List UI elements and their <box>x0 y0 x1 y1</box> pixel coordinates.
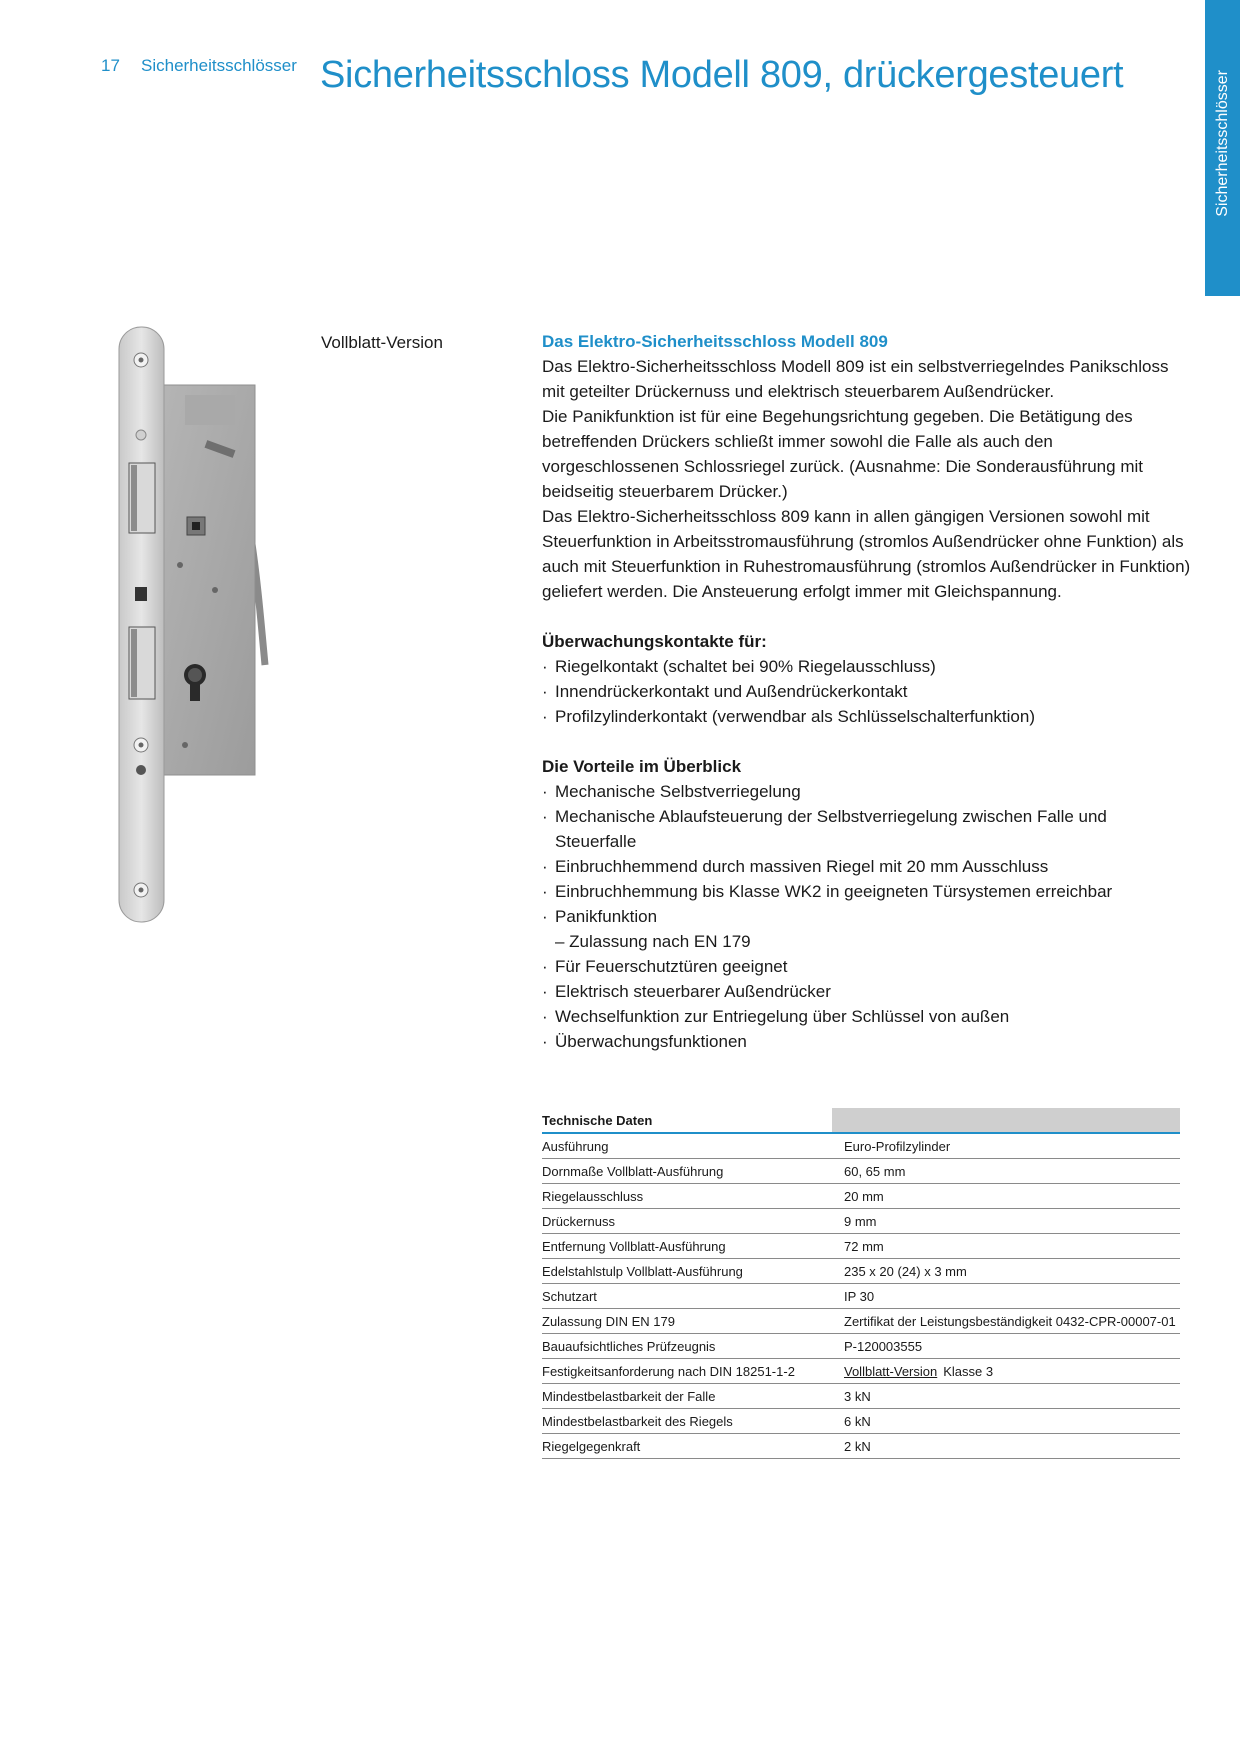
table-header-row <box>542 1108 1180 1133</box>
row-label: Drückernuss <box>542 1209 820 1234</box>
advantages-list <box>542 779 1192 1054</box>
table-row <box>542 1334 1180 1359</box>
row-label: Riegelgegenkraft <box>542 1434 820 1459</box>
table-row <box>542 1184 1180 1209</box>
table-row <box>542 1209 1180 1234</box>
list-item: · Für Feuerschutztüren geeignet <box>542 954 1192 979</box>
table-row <box>542 1434 1180 1459</box>
list-item: · Einbruchhemmung bis Klasse WK2 in geeigneten Türsystemen erreichbar <box>542 879 1192 904</box>
row-value: 20 mm <box>832 1184 1180 1209</box>
table-header-fill <box>832 1108 1180 1133</box>
row-label: Dornmaße Vollblatt-Ausführung <box>542 1159 820 1184</box>
intro-heading: Das Elektro-Sicherheitsschloss Modell 809 <box>542 332 888 351</box>
row-value: 235 x 20 (24) x 3 mm <box>832 1259 1180 1284</box>
row-label: Mindestbelastbarkeit des Riegels <box>542 1409 820 1434</box>
row-value: 60, 65 mm <box>832 1159 1180 1184</box>
list-item: · Elektrisch steuerbarer Außendrücker <box>542 979 1192 1004</box>
table-row <box>542 1259 1180 1284</box>
advantages-section <box>542 754 1192 1054</box>
row-value: 2 kN <box>832 1434 1180 1459</box>
table-row <box>542 1133 1180 1159</box>
row-value: 9 mm <box>832 1209 1180 1234</box>
row-label: Mindestbelastbarkeit der Falle <box>542 1384 820 1409</box>
list-item: · Innendrückerkontakt und Außendrückerkontakt <box>542 679 1192 704</box>
table-row <box>542 1234 1180 1259</box>
table-row <box>542 1359 1180 1384</box>
table-heading: Technische Daten <box>542 1108 820 1133</box>
row-label: Edelstahlstulp Vollblatt-Ausführung <box>542 1259 820 1284</box>
row-value: Euro-Profilzylinder <box>832 1133 1180 1159</box>
faceplate <box>119 327 164 922</box>
tech-data-table <box>542 1108 1180 1459</box>
lock-product-image <box>115 325 295 925</box>
intro-paragraph-2: Die Panikfunktion ist für eine Begehungsrichtung gegeben. Die Betätigung des betreffenden Drückers schließt immer sowohl die Falle als auch den vorgeschlossenen Schlossriegel zurück. (Ausnahme: Die Sonderausführung mit beidseitig steuerbarem Drücker.) <box>542 407 1143 501</box>
row-label: Zulassung DIN EN 179 <box>542 1309 820 1334</box>
table-row <box>542 1309 1180 1334</box>
version-label: Vollblatt-Version <box>321 333 443 352</box>
row-label: Riegelausschluss <box>542 1184 820 1209</box>
main-content <box>542 329 1192 1054</box>
list-item: · Wechselfunktion zur Entriegelung über Schlüssel von außen <box>542 1004 1192 1029</box>
row-value: Zertifikat der Leistungsbeständigkeit 0432-CPR-00007-01 <box>832 1309 1180 1334</box>
side-tab <box>1205 0 1240 296</box>
table-row <box>542 1384 1180 1409</box>
list-item: · Einbruchhemmend durch massiven Riegel mit 20 mm Ausschluss <box>542 854 1192 879</box>
page-number: 17 <box>101 56 120 75</box>
list-item: · Profilzylinderkontakt (verwendbar als Schlüsselschalterfunktion) <box>542 704 1192 729</box>
row-value: IP 30 <box>832 1284 1180 1309</box>
table-row <box>542 1409 1180 1434</box>
advantages-heading: Die Vorteile im Überblick <box>542 757 742 776</box>
row-value: 72 mm <box>832 1234 1180 1259</box>
row-value: 3 kN <box>832 1384 1180 1409</box>
follower-slot <box>135 587 147 601</box>
monitoring-section <box>542 629 1192 729</box>
table-row <box>542 1159 1180 1184</box>
monitoring-list <box>542 654 1192 729</box>
row-value <box>832 1359 1180 1384</box>
intro-paragraph-1: Das Elektro-Sicherheitsschloss Modell 809 ist ein selbstverriegelndes Panikschloss mit geteilter Drückernuss und elektrisch steuerbarem Außendrücker. <box>542 357 1169 401</box>
side-tab-label: Sicherheitsschlösser <box>1214 70 1231 217</box>
page-title: Sicherheitsschloss Modell 809, drückergesteuert <box>320 54 1124 96</box>
list-item: · Mechanische Selbstverriegelung <box>542 779 1192 804</box>
list-item: · Mechanische Ablaufsteuerung der Selbstverriegelung zwischen Falle und Steuerfalle <box>542 804 1192 854</box>
intro-paragraph-3: Das Elektro-Sicherheitsschloss 809 kann in allen gängigen Versionen sowohl mit Steuerfunktion in Arbeitsstromausführung (stromlos Außendrücker ohne Funktion) als auch mit Steuerfunktion in Ruhestromausführung (stromlos Außendrücker in Funktion) geliefert werden. Die Ansteuerung erfolgt immer mit Gleichspannung. <box>542 507 1191 601</box>
table-row <box>542 1284 1180 1309</box>
list-subitem: – Zulassung nach EN 179 <box>555 932 751 951</box>
row-value: P-120003555 <box>832 1334 1180 1359</box>
value-link: Vollblatt-Version <box>844 1364 938 1379</box>
row-label: Bauaufsichtliches Prüfzeugnis <box>542 1334 820 1359</box>
running-head: Sicherheitsschlösser <box>141 56 297 75</box>
row-label: Entfernung Vollblatt-Ausführung <box>542 1234 820 1259</box>
list-item: · Panikfunktion <box>542 904 1192 929</box>
row-label: Ausführung <box>542 1133 820 1159</box>
row-label: Schutzart <box>542 1284 820 1309</box>
monitoring-heading: Überwachungskontakte für: <box>542 632 767 651</box>
row-value: 6 kN <box>832 1409 1180 1434</box>
row-label: Festigkeitsanforderung nach DIN 18251-1-2 <box>542 1359 820 1384</box>
list-item: · Riegelkontakt (schaltet bei 90% Riegelausschluss) <box>542 654 1192 679</box>
list-item: · Überwachungsfunktionen <box>542 1029 1192 1054</box>
value-text: Klasse 3 <box>943 1364 994 1379</box>
